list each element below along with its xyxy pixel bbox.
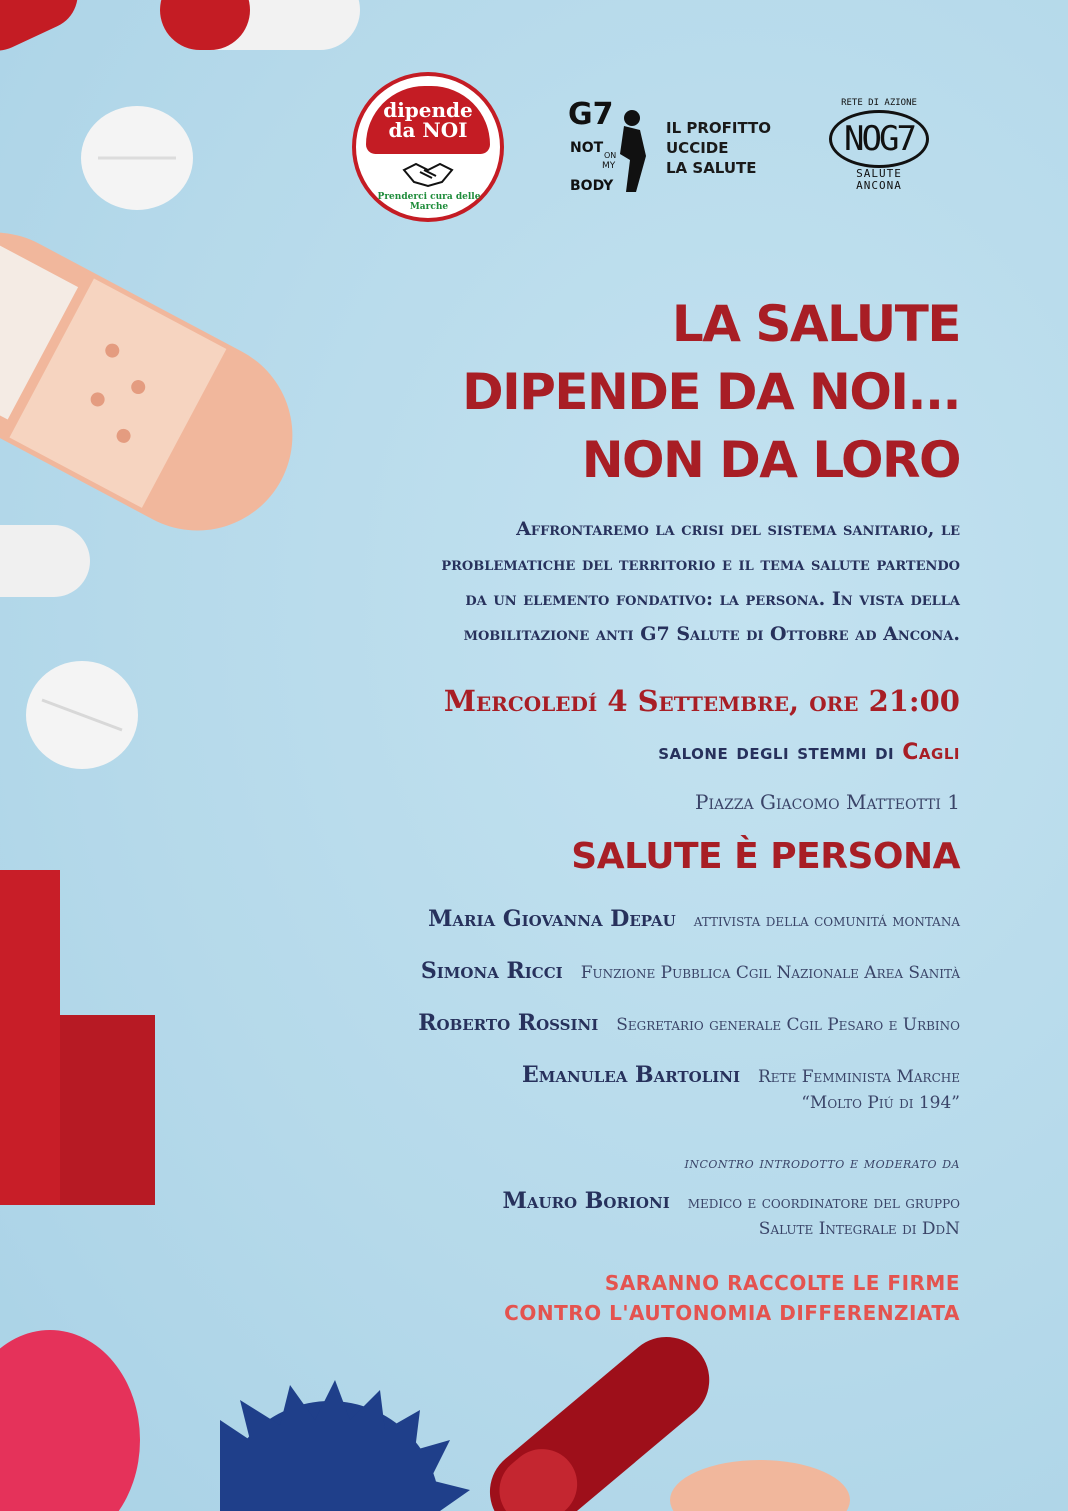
no-g7-logo [824, 98, 934, 192]
bandaid-bottom-decoration [670, 1460, 850, 1511]
g7-mark-not: NOT [570, 140, 604, 156]
headline-line3: NON DA LORO [581, 431, 960, 489]
venue-name: salone degli stemmi di [658, 740, 903, 765]
intro-line2: problematiche del territorio e il tema salute partendo [441, 553, 960, 575]
speaker-role: Funzione Pubblica Cgil Nazionale Area Sanità [580, 963, 960, 983]
petition-line1: SARANNO RACCOLTE LE FIRME [604, 1271, 960, 1295]
headline [462, 290, 960, 494]
logo-ddn-motto: Prenderci cura delle Marche [377, 192, 481, 212]
g7-mark-body: BODY [570, 178, 614, 194]
g7-slogan: IL PROFITTO UCCIDE LA SALUTE [666, 119, 772, 177]
speaker-name: Maria Giovanna Depau [428, 906, 676, 932]
pill-top-decoration [81, 106, 193, 210]
logo-ddn-line2: da NOI [388, 118, 468, 142]
nog7-sub2: ANCONA [856, 179, 902, 192]
event-date: Mercoledí 4 Settembre, ore 21:00 [443, 684, 960, 718]
speaker-role: Segretario generale Cgil Pesaro e Urbino [616, 1015, 960, 1035]
headline-line1: LA SALUTE [671, 295, 960, 353]
petition-line2: CONTRO L'AUTONOMIA DIFFERENZIATA [504, 1301, 960, 1325]
speaker-row [522, 1062, 960, 1116]
g7-mark-top: G7 [568, 97, 614, 132]
capsule-top-decoration [0, 0, 360, 62]
heart-decoration [0, 1330, 140, 1511]
bandaid-decoration [0, 199, 326, 564]
moderator-name: Mauro Borioni [502, 1188, 670, 1214]
capsule-side-decoration [0, 525, 90, 597]
intro-line3: da un elemento fondativo: la persona. In vista della [465, 588, 960, 610]
g7-mark-my: MY [602, 161, 616, 171]
speaker-row [421, 958, 960, 986]
venue-city: Cagli [902, 740, 960, 765]
nog7-mark: NOG7 [829, 110, 929, 168]
speaker-role [758, 1064, 960, 1116]
headline-line2: DIPENDE DA NOI... [462, 363, 960, 421]
speaker-role: attivista della comunitá montana [693, 911, 960, 931]
handshake-icon [402, 156, 454, 188]
intro-paragraph [230, 512, 960, 652]
nog7-sub1: SALUTE [856, 167, 902, 180]
event-address: Piazza Giacomo Matteotti 1 [694, 790, 960, 814]
speaker-row [428, 906, 960, 934]
g7-mark-on: ON [604, 151, 617, 160]
speaker-name: Roberto Rossini [418, 1010, 599, 1036]
speaker-name: Emanulea Bartolini [521, 1062, 740, 1088]
petition-notice [504, 1268, 960, 1328]
moderator-row [503, 1188, 960, 1242]
gear-decoration [220, 1380, 470, 1511]
red-cross-decoration [0, 870, 155, 1205]
intro-line1: Affrontaremo la crisi del sistema sanitario, le [516, 518, 960, 540]
moderator-role [688, 1190, 960, 1242]
moderator-role-line2: Salute Integrale di DdN [758, 1219, 960, 1239]
moderation-label: incontro introdotto e moderato da [684, 1154, 960, 1172]
intro-line4: mobilitazione anti G7 Salute di Ottobre ad Ancona. [463, 623, 960, 645]
pill-mid-decoration [26, 661, 138, 769]
speaker-role-line2: “Molto Piú di 194” [801, 1093, 960, 1113]
dipende-da-noi-logo [352, 72, 504, 222]
dipende-da-noi-logo-banner [366, 86, 490, 154]
event-subtitle: SALUTE È PERSONA [571, 836, 960, 877]
moderator-role-line1: medico e coordinatore del gruppo [687, 1193, 960, 1213]
logo-ddn-line1: dipende [383, 98, 473, 122]
speaker-role-line1: Rete Femminista Marche [758, 1067, 960, 1087]
speaker-name: Simona Ricci [420, 958, 563, 984]
nog7-top-label: RETE DI AZIONE [841, 98, 917, 108]
event-venue [658, 740, 960, 765]
g7-figure-icon [566, 96, 662, 196]
speaker-row [418, 1010, 960, 1038]
